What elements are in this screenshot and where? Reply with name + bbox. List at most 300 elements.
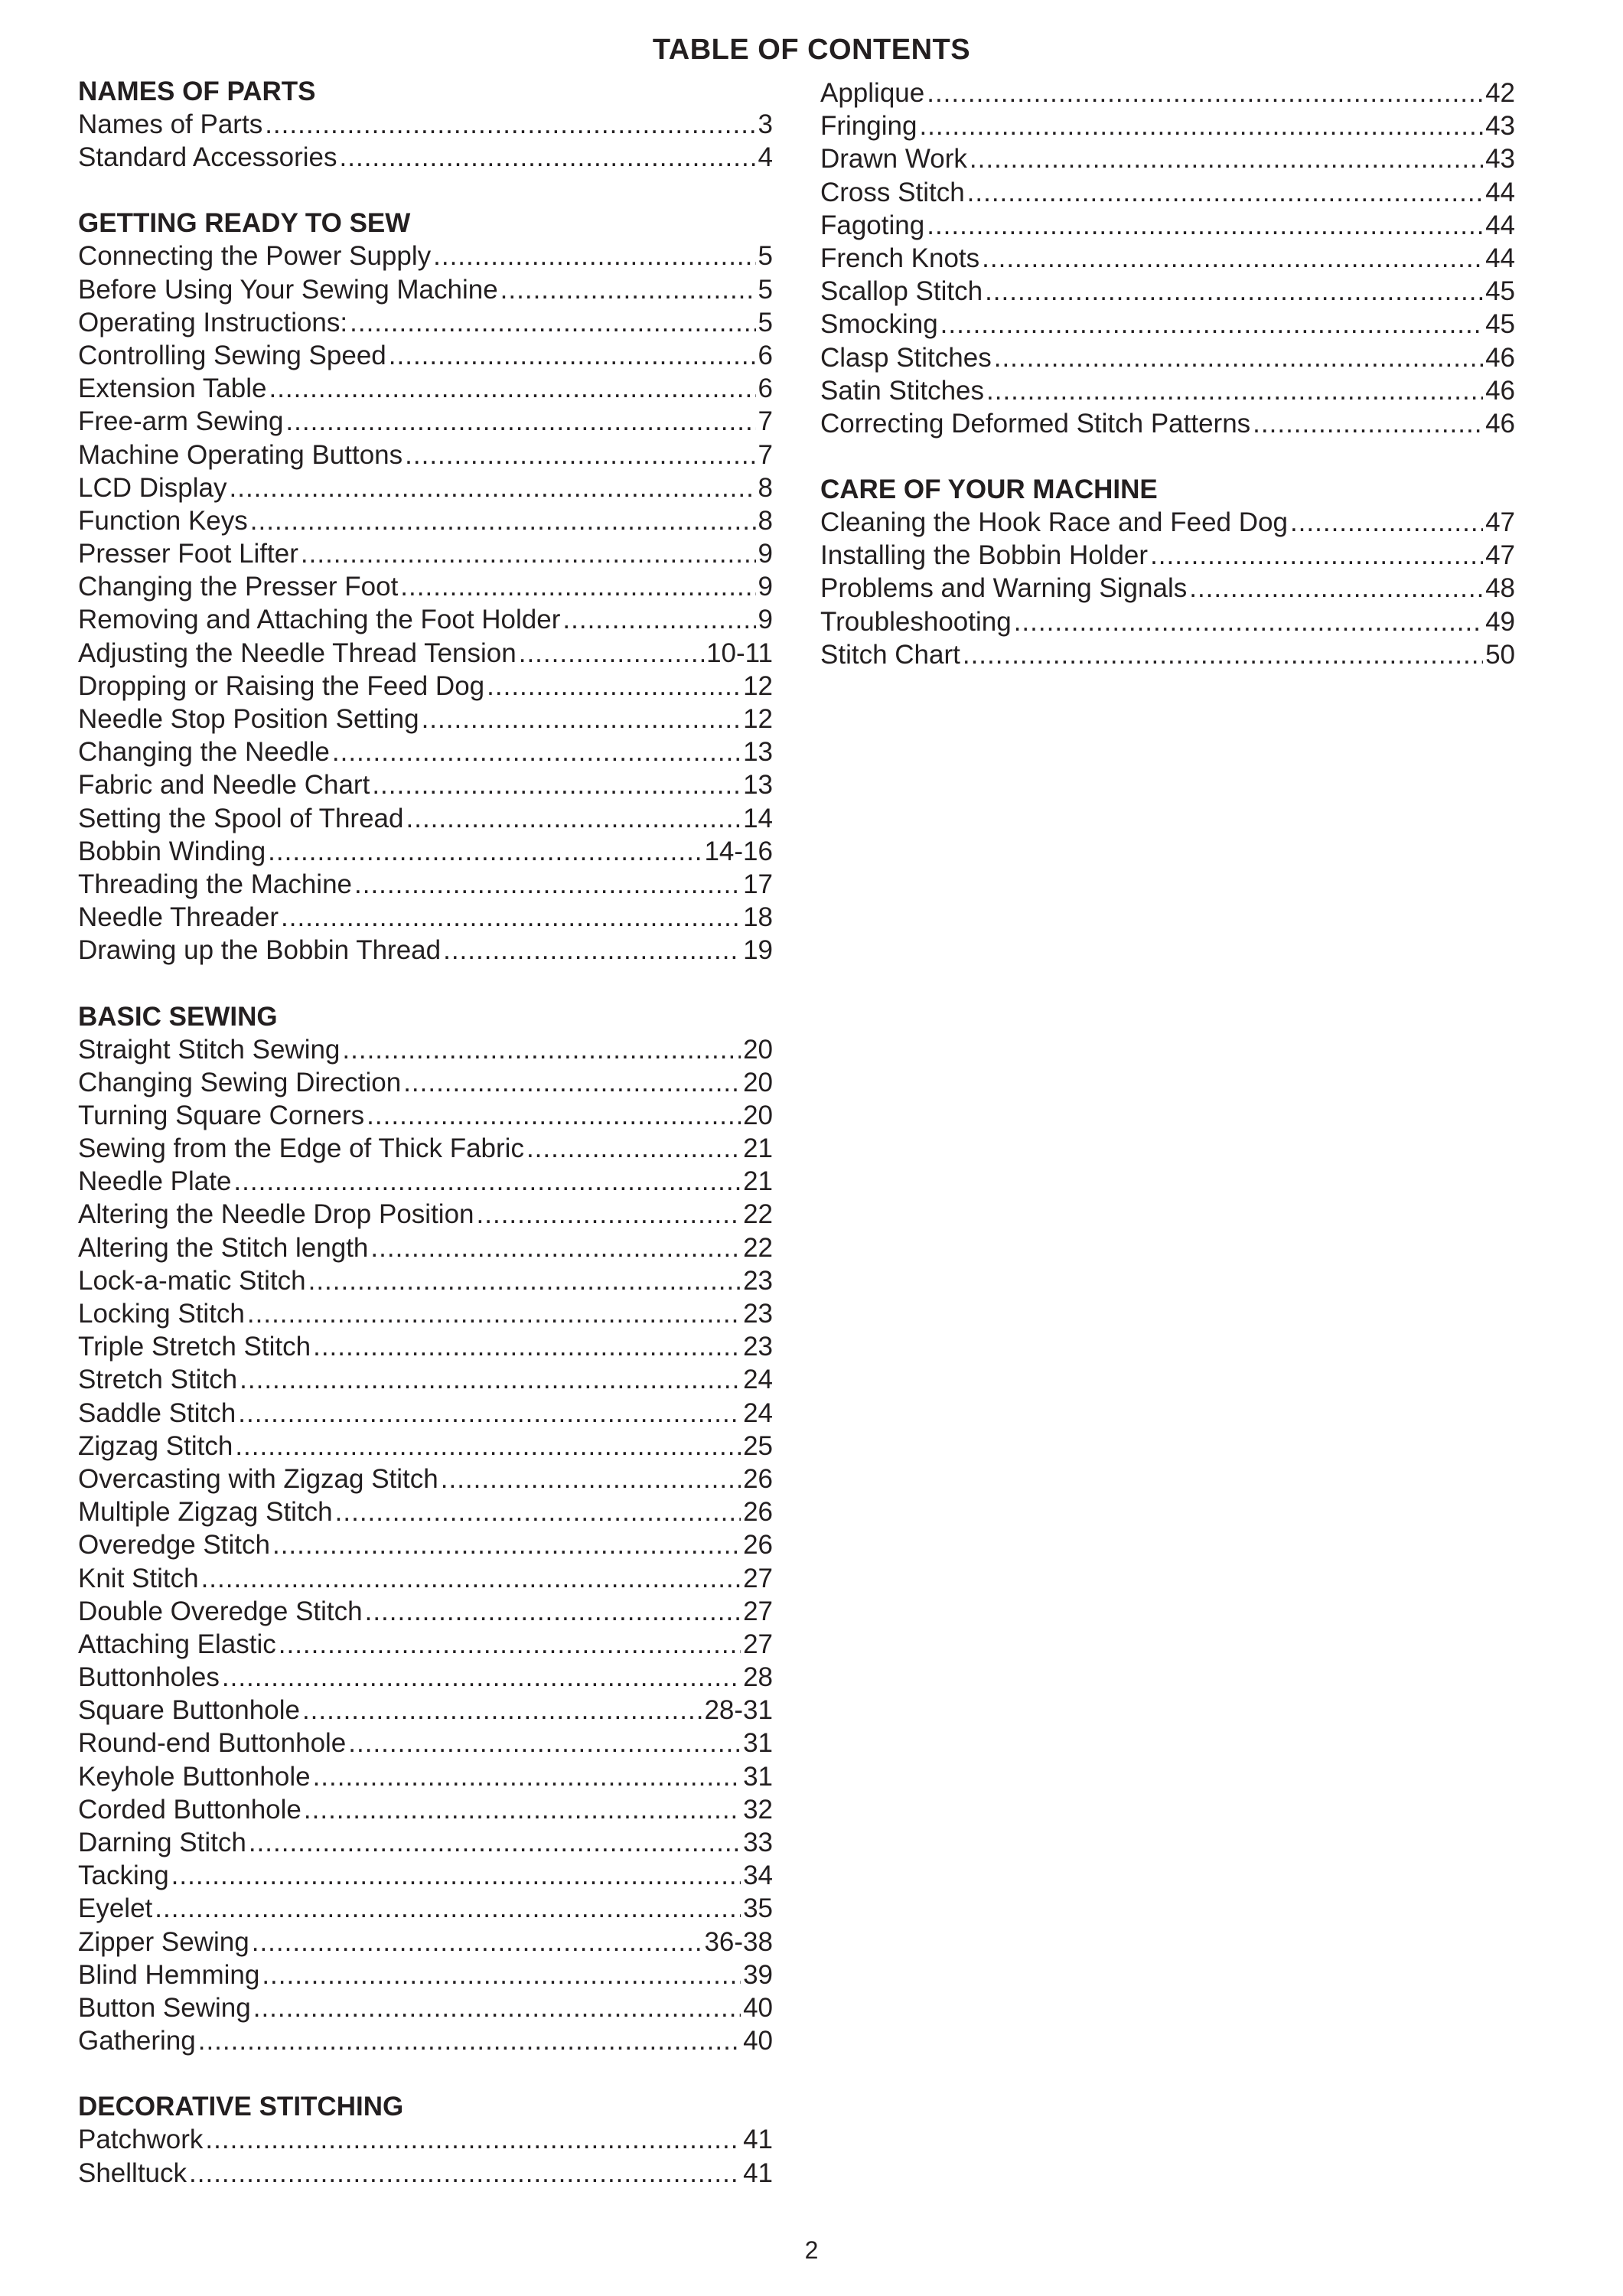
- entry-page-number: 5: [758, 307, 773, 338]
- entry-title: Stitch Chart: [820, 639, 960, 670]
- dot-leader: [272, 1528, 741, 1561]
- entry-page-number: 24: [743, 1397, 773, 1428]
- toc-section-getting-ready-to-sew: [78, 207, 773, 967]
- entry-page-number: 45: [1485, 276, 1515, 307]
- entry-page-number: 28: [743, 1662, 773, 1693]
- entry-page-number: 31: [743, 1728, 773, 1759]
- dot-leader: [500, 273, 756, 306]
- toc-entry[interactable]: [820, 605, 1515, 638]
- entry-page-number: 44: [1485, 243, 1515, 273]
- dot-leader: [350, 306, 755, 339]
- entry-page-number: 6: [758, 373, 773, 404]
- entry-page-number: 20: [743, 1100, 773, 1130]
- entry-title: Fagoting: [820, 210, 925, 240]
- toc-entry[interactable]: [78, 537, 773, 570]
- entry-title: Multiple Zigzag Stitch: [78, 1497, 333, 1528]
- entry-page-number: 6: [758, 340, 773, 370]
- entry-title: Needle Threader: [78, 902, 279, 933]
- entry-title: Keyhole Buttonhole: [78, 1761, 311, 1792]
- dot-leader: [240, 1363, 741, 1396]
- toc-entry[interactable]: [78, 868, 773, 901]
- entry-title: French Knots: [820, 243, 980, 273]
- dot-leader: [308, 1264, 741, 1297]
- toc-entry[interactable]: [78, 2123, 773, 2156]
- dot-leader: [441, 1463, 741, 1495]
- entry-page-number: 47: [1485, 540, 1515, 571]
- entry-page-number: 44: [1485, 177, 1515, 207]
- toc-entry[interactable]: [78, 471, 773, 504]
- entry-title: Free-arm Sewing: [78, 406, 284, 437]
- entry-title: Installing the Bobbin Holder: [820, 540, 1149, 571]
- toc-entry[interactable]: [78, 1099, 773, 1132]
- entry-page-number: 27: [743, 1629, 773, 1659]
- toc-entry[interactable]: [78, 1926, 773, 1958]
- entry-page-number: 9: [758, 539, 773, 569]
- dot-leader: [342, 1033, 741, 1066]
- entry-title: Altering the Stitch length: [78, 1232, 369, 1263]
- entry-title: Locking Stitch: [78, 1299, 245, 1329]
- entry-title: Changing the Needle: [78, 737, 330, 768]
- dot-leader: [222, 1661, 741, 1694]
- toc-entry[interactable]: [78, 802, 773, 835]
- dot-leader: [230, 471, 756, 504]
- entry-title: Clasp Stitches: [820, 342, 992, 373]
- toc-entry[interactable]: [78, 1661, 773, 1694]
- toc-entry[interactable]: [78, 1595, 773, 1628]
- dot-leader: [313, 1330, 741, 1363]
- toc-entry[interactable]: [78, 1198, 773, 1231]
- toc-entry[interactable]: [78, 1264, 773, 1297]
- dot-leader: [422, 703, 741, 735]
- toc-section-care-of-your-machine: [820, 473, 1515, 671]
- dot-leader: [970, 142, 1483, 175]
- toc-entry[interactable]: [78, 637, 773, 670]
- toc-entry[interactable]: [78, 1297, 773, 1330]
- entry-page-number: 26: [743, 1497, 773, 1528]
- entry-page-number: 13: [743, 770, 773, 801]
- page-number: 2: [804, 2236, 819, 2264]
- dot-leader: [304, 1793, 741, 1826]
- dot-leader: [301, 537, 756, 570]
- dot-leader: [405, 439, 755, 471]
- toc-entry[interactable]: [820, 209, 1515, 242]
- entry-page-number: 48: [1485, 573, 1515, 604]
- entry-page-number: 46: [1485, 375, 1515, 406]
- toc-entry[interactable]: [78, 306, 773, 339]
- entry-title: LCD Display: [78, 472, 227, 503]
- dot-leader: [335, 1495, 741, 1528]
- dot-leader: [340, 141, 756, 174]
- entry-page-number: 25: [743, 1430, 773, 1461]
- toc-entry[interactable]: [78, 735, 773, 768]
- toc-entry[interactable]: [78, 339, 773, 372]
- entry-page-number: 7: [758, 439, 773, 470]
- entry-title: Bobbin Winding: [78, 836, 266, 866]
- entry-page-number: 47: [1485, 507, 1515, 538]
- toc-entry[interactable]: [78, 901, 773, 934]
- entry-title: Corded Buttonhole: [78, 1794, 301, 1825]
- entry-title: Square Buttonhole: [78, 1695, 300, 1726]
- entry-page-number: 40: [743, 2026, 773, 2056]
- entry-page-number: 5: [758, 241, 773, 272]
- entry-title: Function Keys: [78, 505, 248, 536]
- toc-entry[interactable]: [820, 308, 1515, 341]
- entry-title: Attaching Elastic: [78, 1629, 276, 1659]
- toc-entry[interactable]: [78, 1694, 773, 1727]
- toc-entry[interactable]: [820, 539, 1515, 572]
- entry-page-number: 8: [758, 505, 773, 536]
- entry-title: Drawing up the Bobbin Thread: [78, 935, 442, 966]
- dot-leader: [238, 1397, 741, 1430]
- entry-title: Satin Stitches: [820, 375, 984, 406]
- entry-page-number: 5: [758, 274, 773, 305]
- dot-leader: [1150, 539, 1483, 572]
- toc-section-names-of-parts: [78, 75, 773, 174]
- entry-title: Names of Parts: [78, 109, 263, 139]
- toc-entry[interactable]: [820, 638, 1515, 671]
- entry-page-number: 19: [743, 935, 773, 966]
- dot-leader: [279, 1628, 741, 1661]
- dot-leader: [994, 341, 1483, 374]
- entry-title: Adjusting the Needle Thread Tension: [78, 638, 517, 668]
- dot-leader: [370, 1231, 741, 1264]
- toc-entry[interactable]: [78, 405, 773, 438]
- entry-page-number: 35: [743, 1893, 773, 1924]
- entry-page-number: 31: [743, 1761, 773, 1792]
- entry-page-number: 41: [743, 2125, 773, 2155]
- entry-title: Changing the Presser Foot: [78, 572, 399, 602]
- entry-page-number: 23: [743, 1332, 773, 1362]
- toc-entry[interactable]: [78, 1363, 773, 1396]
- entry-title: Button Sewing: [78, 1992, 251, 2023]
- entry-page-number: 27: [743, 1596, 773, 1626]
- toc-entry[interactable]: [78, 1892, 773, 1925]
- entry-title: Problems and Warning Signals: [820, 573, 1188, 604]
- dot-leader: [927, 209, 1483, 242]
- entry-title: Fringing: [820, 111, 917, 142]
- entry-title: Overcasting with Zigzag Stitch: [78, 1463, 438, 1494]
- entry-page-number: 44: [1485, 210, 1515, 240]
- toc-entry[interactable]: [820, 142, 1515, 175]
- entry-page-number: 39: [743, 1959, 773, 1990]
- section-heading: BASIC SEWING: [78, 1001, 278, 1032]
- dot-leader: [1189, 572, 1483, 605]
- entry-title: Before Using Your Sewing Machine: [78, 274, 498, 305]
- entry-title: Zipper Sewing: [78, 1926, 249, 1957]
- dot-leader: [487, 670, 741, 703]
- entry-title: Altering the Needle Drop Position: [78, 1199, 474, 1230]
- dot-leader: [477, 1198, 741, 1231]
- toc-section-decorative-stitching: [78, 2090, 773, 2189]
- dot-leader: [982, 242, 1483, 275]
- entry-page-number: 12: [743, 704, 773, 734]
- toc-entry[interactable]: [820, 275, 1515, 308]
- dot-leader: [403, 1066, 741, 1099]
- dot-leader: [526, 1132, 741, 1165]
- dot-leader: [198, 2024, 741, 2057]
- toc-section-continued: [820, 77, 1515, 440]
- entry-title: Shelltuck: [78, 2157, 187, 2188]
- entry-title: Tacking: [78, 1861, 169, 1891]
- entry-title: Applique: [820, 78, 925, 108]
- entry-title: Fabric and Needle Chart: [78, 770, 370, 801]
- toc-entry[interactable]: [78, 703, 773, 735]
- entry-title: Knit Stitch: [78, 1563, 199, 1593]
- dot-leader: [400, 570, 755, 603]
- toc-entry[interactable]: [78, 1826, 773, 1859]
- entry-title: Setting the Spool of Thread: [78, 803, 404, 833]
- toc-entry[interactable]: [78, 2157, 773, 2190]
- entry-title: Dropping or Raising the Feed Dog: [78, 670, 485, 701]
- entry-title: Connecting the Power Supply: [78, 241, 432, 272]
- entry-title: Patchwork: [78, 2125, 204, 2155]
- section-heading: DECORATIVE STITCHING: [78, 2092, 404, 2122]
- toc-entry[interactable]: [78, 504, 773, 537]
- dot-leader: [262, 1958, 741, 1991]
- entry-page-number: 23: [743, 1265, 773, 1296]
- entry-page-number: 3: [758, 109, 773, 139]
- toc-entry[interactable]: [78, 835, 773, 868]
- toc-entry[interactable]: [78, 1958, 773, 1991]
- toc-entry[interactable]: [78, 1132, 773, 1165]
- entry-page-number: 18: [743, 902, 773, 933]
- entry-title: Lock-a-matic Stitch: [78, 1265, 306, 1296]
- dot-leader: [302, 1694, 702, 1727]
- entry-title: Changing Sewing Direction: [78, 1067, 402, 1097]
- section-heading: CARE OF YOUR MACHINE: [820, 475, 1158, 505]
- entry-page-number: 26: [743, 1530, 773, 1561]
- entry-title: Removing and Attaching the Foot Holder: [78, 605, 561, 635]
- dot-leader: [268, 835, 702, 868]
- entry-title: Machine Operating Buttons: [78, 439, 403, 470]
- entry-page-number: 10-11: [706, 638, 773, 668]
- dot-leader: [252, 1926, 702, 1958]
- toc-entry[interactable]: [78, 570, 773, 603]
- entry-title: Controlling Sewing Speed: [78, 340, 386, 370]
- toc-entry[interactable]: [78, 1793, 773, 1826]
- entry-page-number: 9: [758, 572, 773, 602]
- toc-entry[interactable]: [820, 374, 1515, 407]
- dot-leader: [519, 637, 704, 670]
- entry-title: Double Overedge Stitch: [78, 1596, 363, 1626]
- toc-entry[interactable]: [820, 341, 1515, 374]
- toc-entry[interactable]: [78, 1165, 773, 1198]
- dot-leader: [919, 109, 1483, 142]
- toc-entry[interactable]: [78, 1628, 773, 1661]
- entry-page-number: 43: [1485, 144, 1515, 174]
- entry-page-number: 46: [1485, 408, 1515, 439]
- toc-entry[interactable]: [78, 439, 773, 471]
- entry-page-number: 22: [743, 1232, 773, 1263]
- toc-entry[interactable]: [78, 108, 773, 141]
- entry-page-number: 21: [743, 1133, 773, 1164]
- section-heading: NAMES OF PARTS: [78, 77, 316, 106]
- dot-leader: [189, 2157, 741, 2190]
- entry-page-number: 12: [743, 670, 773, 701]
- dot-leader: [562, 603, 755, 636]
- entry-page-number: 14-16: [704, 836, 773, 866]
- toc-entry[interactable]: [820, 506, 1515, 539]
- entry-page-number: 23: [743, 1299, 773, 1329]
- dot-leader: [250, 504, 756, 537]
- entry-title: Saddle Stitch: [78, 1397, 236, 1428]
- entry-title: Straight Stitch Sewing: [78, 1034, 341, 1065]
- entry-title: Blind Hemming: [78, 1959, 260, 1990]
- toc-entry[interactable]: [78, 1397, 773, 1430]
- dot-leader: [171, 1859, 741, 1892]
- dot-leader: [1253, 407, 1483, 440]
- entry-title: Needle Stop Position Setting: [78, 704, 419, 734]
- dot-leader: [985, 275, 1483, 308]
- toc-entry[interactable]: [78, 768, 773, 801]
- toc-entry[interactable]: [820, 242, 1515, 275]
- toc-entry[interactable]: [820, 77, 1515, 109]
- toc-right-column: [820, 77, 1515, 704]
- toc-entry[interactable]: [78, 1330, 773, 1363]
- dot-leader: [281, 901, 741, 934]
- dot-leader: [367, 1099, 741, 1132]
- entry-page-number: 9: [758, 605, 773, 635]
- entry-page-number: 7: [758, 406, 773, 437]
- toc-entry[interactable]: [78, 1033, 773, 1066]
- entry-title: Round-end Buttonhole: [78, 1728, 347, 1759]
- entry-title: Correcting Deformed Stitch Patterns: [820, 408, 1251, 439]
- toc-entry[interactable]: [78, 1066, 773, 1099]
- entry-title: Cross Stitch: [820, 177, 965, 207]
- toc-entry[interactable]: [78, 1859, 773, 1892]
- toc-entry[interactable]: [78, 1562, 773, 1595]
- entry-page-number: 28-31: [704, 1695, 773, 1726]
- dot-leader: [332, 735, 741, 768]
- toc-section-basic-sewing: [78, 1000, 773, 2058]
- entry-title: Threading the Machine: [78, 869, 352, 899]
- toc-entry[interactable]: [78, 934, 773, 967]
- toc-entry[interactable]: [78, 1463, 773, 1495]
- entry-page-number: 22: [743, 1199, 773, 1230]
- entry-title: Standard Accessories: [78, 142, 337, 173]
- entry-page-number: 33: [743, 1828, 773, 1857]
- dot-leader: [235, 1430, 741, 1463]
- entry-page-number: 13: [743, 737, 773, 768]
- entry-page-number: 32: [743, 1794, 773, 1825]
- entry-page-number: 36-38: [704, 1926, 773, 1957]
- entry-title: Extension Table: [78, 373, 267, 404]
- entry-page-number: 26: [743, 1463, 773, 1494]
- section-heading: GETTING READY TO SEW: [78, 208, 411, 239]
- entry-page-number: 49: [1485, 606, 1515, 637]
- dot-leader: [247, 1297, 741, 1330]
- toc-entry[interactable]: [78, 1760, 773, 1793]
- entry-page-number: 42: [1485, 78, 1515, 108]
- entry-page-number: 34: [743, 1861, 773, 1891]
- entry-page-number: 20: [743, 1034, 773, 1065]
- dot-leader: [313, 1760, 741, 1793]
- dot-leader: [406, 802, 741, 835]
- entry-title: Gathering: [78, 2026, 196, 2056]
- dot-leader: [155, 1892, 741, 1925]
- toc-entry[interactable]: [78, 372, 773, 405]
- dot-leader: [285, 405, 755, 438]
- entry-title: Scallop Stitch: [820, 276, 983, 307]
- dot-leader: [927, 77, 1483, 109]
- entry-title: Needle Plate: [78, 1166, 232, 1197]
- dot-leader: [269, 372, 755, 405]
- dot-leader: [443, 934, 741, 967]
- toc-entry[interactable]: [78, 1727, 773, 1760]
- entry-page-number: 40: [743, 1992, 773, 2023]
- dot-leader: [1014, 605, 1483, 638]
- entry-title: Buttonholes: [78, 1662, 220, 1693]
- entry-page-number: 27: [743, 1563, 773, 1593]
- toc-entry[interactable]: [78, 1991, 773, 2024]
- entry-title: Turning Square Corners: [78, 1100, 365, 1130]
- dot-leader: [986, 374, 1483, 407]
- entry-page-number: 4: [758, 142, 773, 173]
- entry-title: Eyelet: [78, 1893, 153, 1924]
- entry-title: Operating Instructions:: [78, 307, 348, 338]
- dot-leader: [433, 240, 755, 272]
- toc-left-column: [78, 75, 773, 2223]
- toc-entry[interactable]: [78, 141, 773, 174]
- entry-page-number: 20: [743, 1067, 773, 1097]
- toc-entry[interactable]: [78, 603, 773, 636]
- toc-entry[interactable]: [78, 1231, 773, 1264]
- dot-leader: [265, 108, 755, 141]
- dot-leader: [1290, 506, 1483, 539]
- dot-leader: [940, 308, 1483, 341]
- entry-title: Presser Foot Lifter: [78, 539, 298, 569]
- toc-entry[interactable]: [78, 670, 773, 703]
- dot-leader: [233, 1165, 741, 1198]
- toc-entry[interactable]: [820, 109, 1515, 142]
- entry-page-number: 8: [758, 472, 773, 503]
- entry-page-number: 41: [743, 2157, 773, 2188]
- toc-entry[interactable]: [78, 1495, 773, 1528]
- entry-title: Stretch Stitch: [78, 1365, 238, 1395]
- entry-title: Zigzag Stitch: [78, 1430, 233, 1461]
- entry-page-number: 45: [1485, 309, 1515, 340]
- dot-leader: [354, 868, 741, 901]
- entry-title: Troubleshooting: [820, 606, 1012, 637]
- dot-leader: [201, 1562, 741, 1595]
- toc-entry[interactable]: [78, 1430, 773, 1463]
- toc-entry[interactable]: [78, 273, 773, 306]
- entry-title: Smocking: [820, 309, 938, 340]
- dot-leader: [365, 1595, 741, 1628]
- toc-entry[interactable]: [78, 240, 773, 272]
- dot-leader: [963, 638, 1483, 671]
- toc-entry[interactable]: [820, 407, 1515, 440]
- dot-leader: [967, 176, 1483, 209]
- entry-page-number: 46: [1485, 342, 1515, 373]
- entry-page-number: 17: [743, 869, 773, 899]
- dot-leader: [249, 1826, 741, 1859]
- toc-entry[interactable]: [820, 176, 1515, 209]
- toc-entry[interactable]: [78, 1528, 773, 1561]
- toc-entry[interactable]: [820, 572, 1515, 605]
- page-title: TABLE OF CONTENTS: [652, 34, 971, 66]
- entry-title: Sewing from the Edge of Thick Fabric: [78, 1133, 524, 1164]
- dot-leader: [372, 768, 741, 801]
- entry-page-number: 50: [1485, 639, 1515, 670]
- toc-entry[interactable]: [78, 2024, 773, 2057]
- entry-page-number: 14: [743, 803, 773, 833]
- entry-title: Drawn Work: [820, 144, 967, 174]
- dot-leader: [348, 1727, 741, 1760]
- dot-leader: [205, 2123, 741, 2156]
- entry-page-number: 21: [743, 1166, 773, 1197]
- entry-title: Triple Stretch Stitch: [78, 1332, 311, 1362]
